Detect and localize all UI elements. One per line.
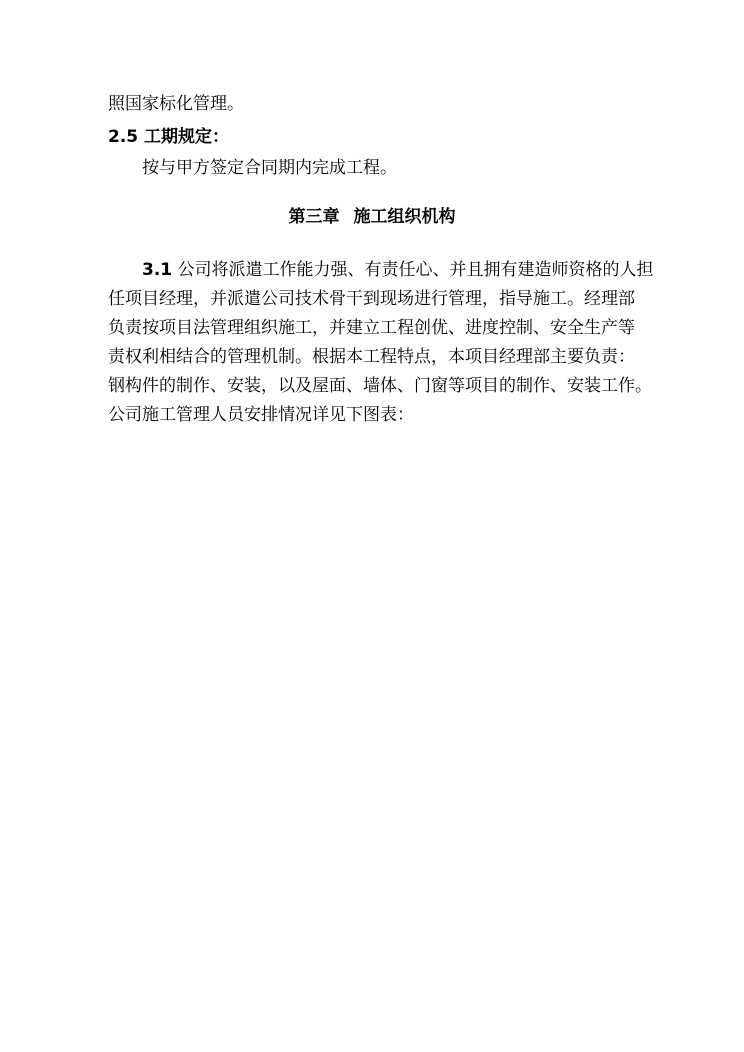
section-3-1-text: 公司将派遣工作能力强、有责任心、并且拥有建造师资格的人担 [177, 260, 654, 280]
section-2-5-body: 按与甲方签定合同期内完成工程。 [142, 158, 397, 178]
section-3-1-line-5: 钢构件的制作、安装，以及屋面、墙体、门窗等项目的制作、安装工作。 [108, 376, 652, 396]
section-3-1-line-2: 任项目经理，并派遣公司技术骨干到现场进行管理，指导施工。经理部 [108, 289, 635, 309]
chapter-heading [0, 206, 744, 228]
section-3-1-line-6: 公司施工管理人员安排情况详见下图表： [108, 405, 414, 425]
section-2-5-heading: 2.5 工期规定： [108, 127, 230, 147]
chapter-title: 施工组织机构 [353, 207, 456, 227]
section-3-1-line-4: 责权利相结合的管理机制。根据本工程特点，本项目经理部主要负责： [108, 347, 635, 367]
section-3-1-line-3: 负责按项目法管理组织施工，并建立工程创优、进度控制、安全生产等 [108, 318, 635, 338]
section-3-1-line-1 [142, 259, 654, 281]
chapter-number: 第三章 [288, 207, 340, 227]
continuation-line: 照国家标化管理。 [108, 94, 244, 114]
section-3-1-number: 3.1 [142, 260, 173, 280]
